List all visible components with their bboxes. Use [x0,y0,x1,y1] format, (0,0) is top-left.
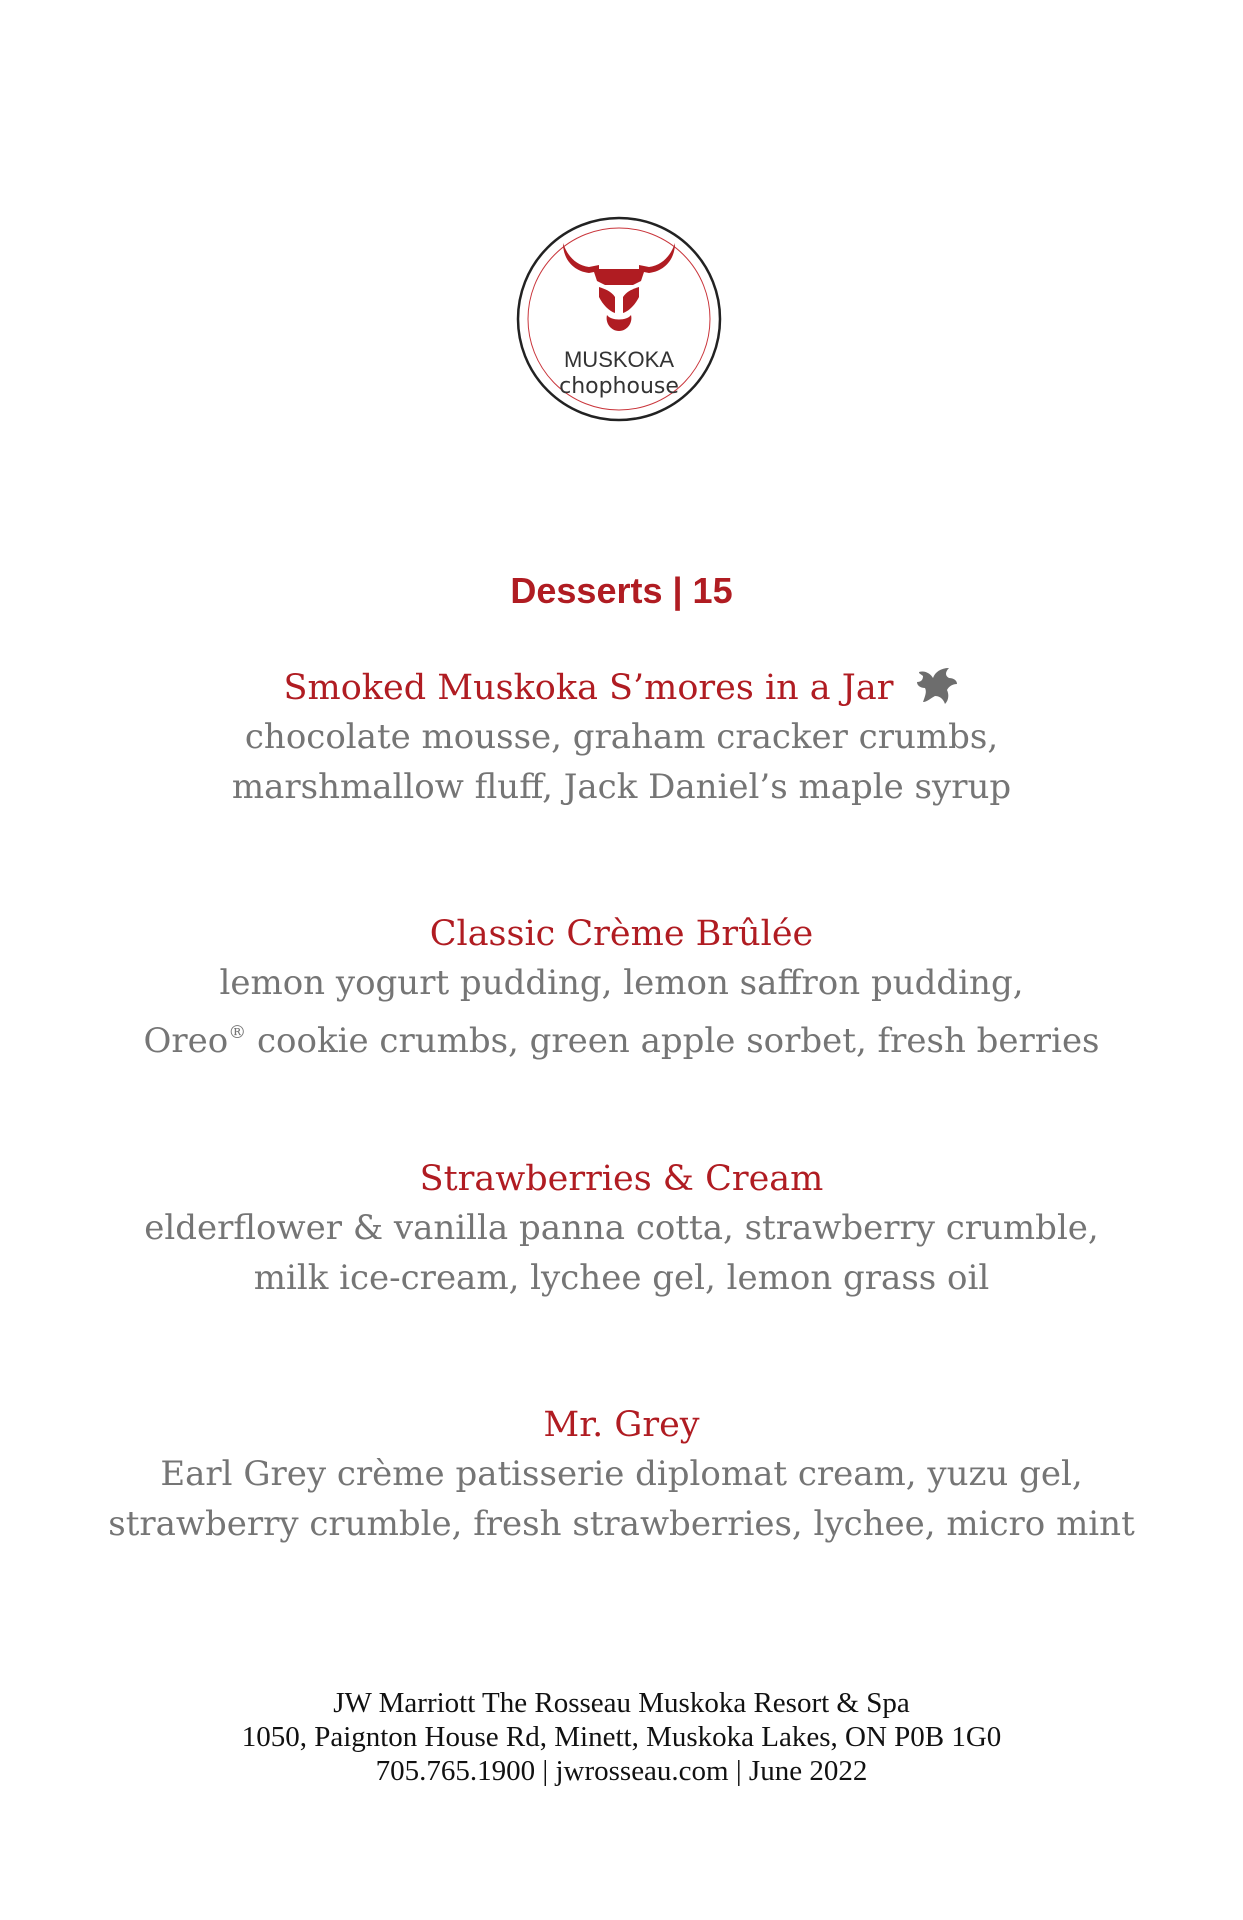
menu-item-strawberries-cream [0,1155,1243,1303]
item-description: milk ice-cream, lychee gel, lemon grass oil [253,1258,990,1298]
section-title: Desserts | 15 [510,570,733,611]
svg-text:MUSKOKA: MUSKOKA [563,347,675,372]
item-description: Earl Grey crème patisserie diplomat cream, yuzu gel, [160,1454,1083,1494]
item-name: Smoked Muskoka S’mores in a Jar [0,664,1243,712]
item-description: marshmallow fluff, Jack Daniel’s maple syrup [231,767,1012,807]
menu-item-mr-grey [0,1401,1243,1549]
footer-resort-name: JW Marriott The Rosseau Muskoka Resort & Spa [333,1687,910,1719]
footer-street-address: 1050, Paignton House Rd, Minett, Muskoka Lakes, ON P0B 1G0 [241,1721,1002,1753]
item-name: Classic Crème Brûlée [429,914,814,954]
item-description: strawberry crumble, fresh strawberries, lychee, micro mint [108,1504,1135,1544]
registered-mark: ® [228,1022,247,1043]
bull-logo-icon [515,215,723,423]
item-description: chocolate mousse, graham cracker crumbs, [244,717,999,757]
footer-contact: 705.765.1900 | jwrosseau.com | June 2022 [375,1755,868,1787]
item-description: Oreo® cookie crumbs, green apple sorbet, fresh berries [143,1021,1100,1061]
signature-dish-icon [915,666,959,706]
menu-item-smores [0,664,1243,812]
menu-item-creme-brulee [0,910,1243,1066]
footer-address [0,1686,1243,1788]
restaurant-logo [515,215,723,423]
item-description: lemon yogurt pudding, lemon saffron pudding, [219,963,1024,1003]
item-name: Strawberries & Cream [419,1159,824,1199]
svg-text:chophouse: chophouse [559,374,679,399]
item-name: Mr. Grey [543,1405,700,1445]
item-description: elderflower & vanilla panna cotta, strawberry crumble, [144,1208,1099,1248]
